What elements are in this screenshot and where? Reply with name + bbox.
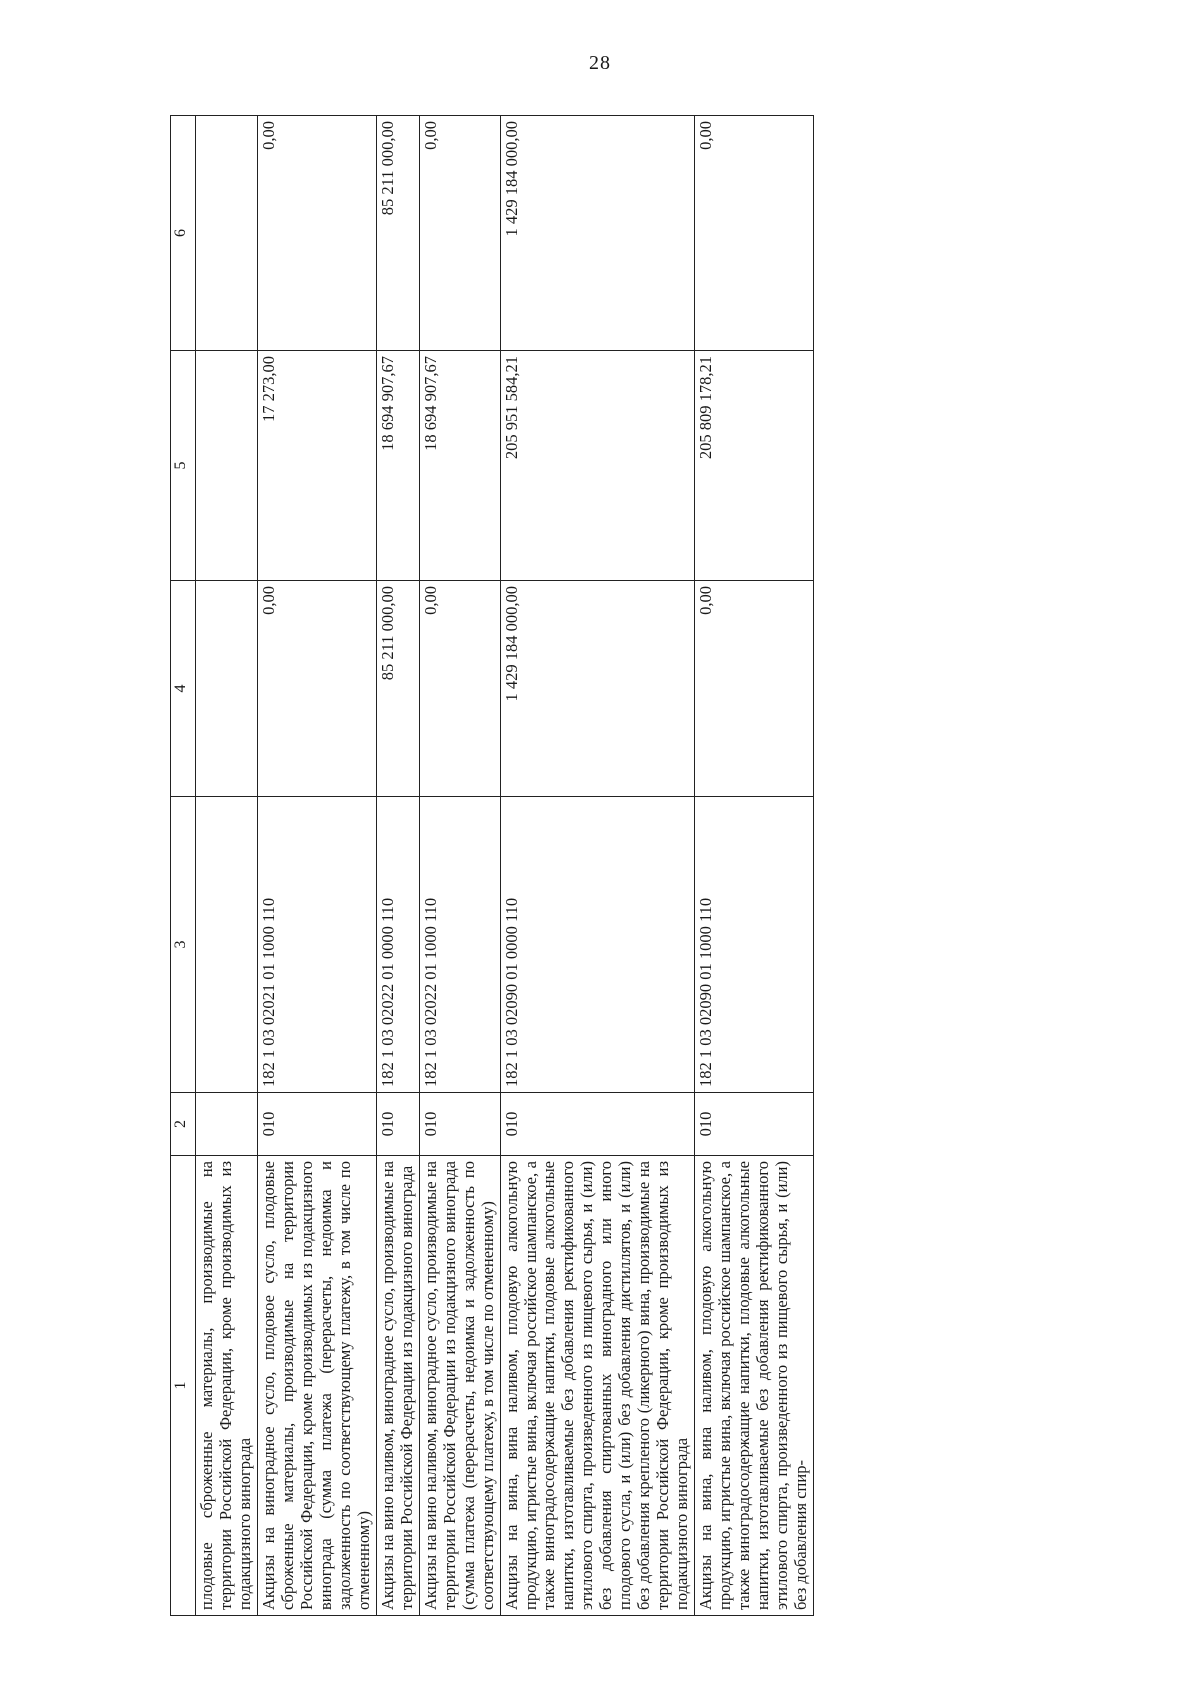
row-executed-amount: 18 694 907,67 (419, 351, 500, 581)
row-unexecuted-amount: 1 429 184 000,00 (500, 116, 695, 351)
row-budget-code: 182 1 03 02021 01 1000 110 (257, 797, 376, 1093)
row-description: Акцизы на вина, вина наливом, плодовую алкогольную продукцию, игристые вина, включая российское шампанское, а также виноградосодержащие напитки, плодовые алкогольные напитки, изготавливаемые без добавления ректификованного этилового спирта, произведенного из пищевого сырья, и (или) без добавления спиртованных виноградного или иного плодового сусла, и (или) без добавления дистиллятов, и (или) без добавления крепленого (ликерного) вина, производимые на территории Российской Федерации, кроме производимых из подакцизного винограда (500, 1156, 695, 1616)
row-plan-amount: 85 211 000,00 (376, 581, 419, 797)
header-cell: 6 (171, 116, 196, 351)
row-unexecuted-amount: 0,00 (257, 116, 376, 351)
row-unexecuted-amount: 0,00 (419, 116, 500, 351)
rotated-table-container (170, 116, 1070, 1616)
row-description: плодовые сброженные материалы, производимые на территории Российской Федерации, кроме производимых из подакцизного винограда (196, 1156, 258, 1616)
row-executed-amount (196, 351, 258, 581)
row-plan-amount (196, 581, 258, 797)
row-plan-amount: 0,00 (257, 581, 376, 797)
table-header-row (171, 116, 196, 1616)
row-executed-amount: 205 951 584,21 (500, 351, 695, 581)
row-admin-code (196, 1093, 258, 1156)
row-budget-code (196, 797, 258, 1093)
row-admin-code: 010 (419, 1093, 500, 1156)
header-cell: 2 (171, 1093, 196, 1156)
table-row (257, 116, 376, 1616)
row-description: Акцизы на вино наливом, виноградное сусло, производимые на территории Российской Федерации из подакцизного винограда (сумма платежа (перерасчеты, недоимка и задолженность по соответствующему платежу, в том числе по отмененному) (419, 1156, 500, 1616)
table-row (376, 116, 419, 1616)
header-cell: 5 (171, 351, 196, 581)
table-row (419, 116, 500, 1616)
row-unexecuted-amount (196, 116, 258, 351)
row-plan-amount: 0,00 (419, 581, 500, 797)
row-budget-code: 182 1 03 02022 01 0000 110 (376, 797, 419, 1093)
row-plan-amount: 1 429 184 000,00 (500, 581, 695, 797)
row-admin-code: 010 (376, 1093, 419, 1156)
row-description: Акцизы на виноградное сусло, плодовое сусло, плодовые сброженные материалы, производимые на территории Российской Федерации, кроме производимых из подакцизного винограда (сумма платежа (перерасчеты, недоимка и задолженность по соответствующему платежу, в том числе по отмененному) (257, 1156, 376, 1616)
row-plan-amount: 0,00 (695, 581, 814, 797)
header-cell: 4 (171, 581, 196, 797)
row-admin-code: 010 (500, 1093, 695, 1156)
row-budget-code: 182 1 03 02090 01 1000 110 (695, 797, 814, 1093)
table-row (196, 116, 258, 1616)
table-row (695, 116, 814, 1616)
row-budget-code: 182 1 03 02090 01 0000 110 (500, 797, 695, 1093)
row-unexecuted-amount: 85 211 000,00 (376, 116, 419, 351)
row-executed-amount: 205 809 178,21 (695, 351, 814, 581)
page-number: 28 (589, 52, 611, 74)
row-admin-code: 010 (257, 1093, 376, 1156)
row-executed-amount: 18 694 907,67 (376, 351, 419, 581)
header-cell: 3 (171, 797, 196, 1093)
header-cell: 1 (171, 1156, 196, 1616)
row-description: Акцизы на вино наливом, виноградное сусло, производимые на территории Российской Федерации из подакцизного винограда (376, 1156, 419, 1616)
row-unexecuted-amount: 0,00 (695, 116, 814, 351)
row-description: Акцизы на вина, вина наливом, плодовую алкогольную продукцию, игристые вина, включая российское шампанское, а также виноградосодержащие напитки, плодовые алкогольные напитки, изготавливаемые без добавления ректификованного этилового спирта, произведенного из пищевого сырья, и (или) без добавления спир- (695, 1156, 814, 1616)
budget-table (170, 115, 814, 1616)
table-row (500, 116, 695, 1616)
row-executed-amount: 17 273,00 (257, 351, 376, 581)
row-budget-code: 182 1 03 02022 01 1000 110 (419, 797, 500, 1093)
row-admin-code: 010 (695, 1093, 814, 1156)
